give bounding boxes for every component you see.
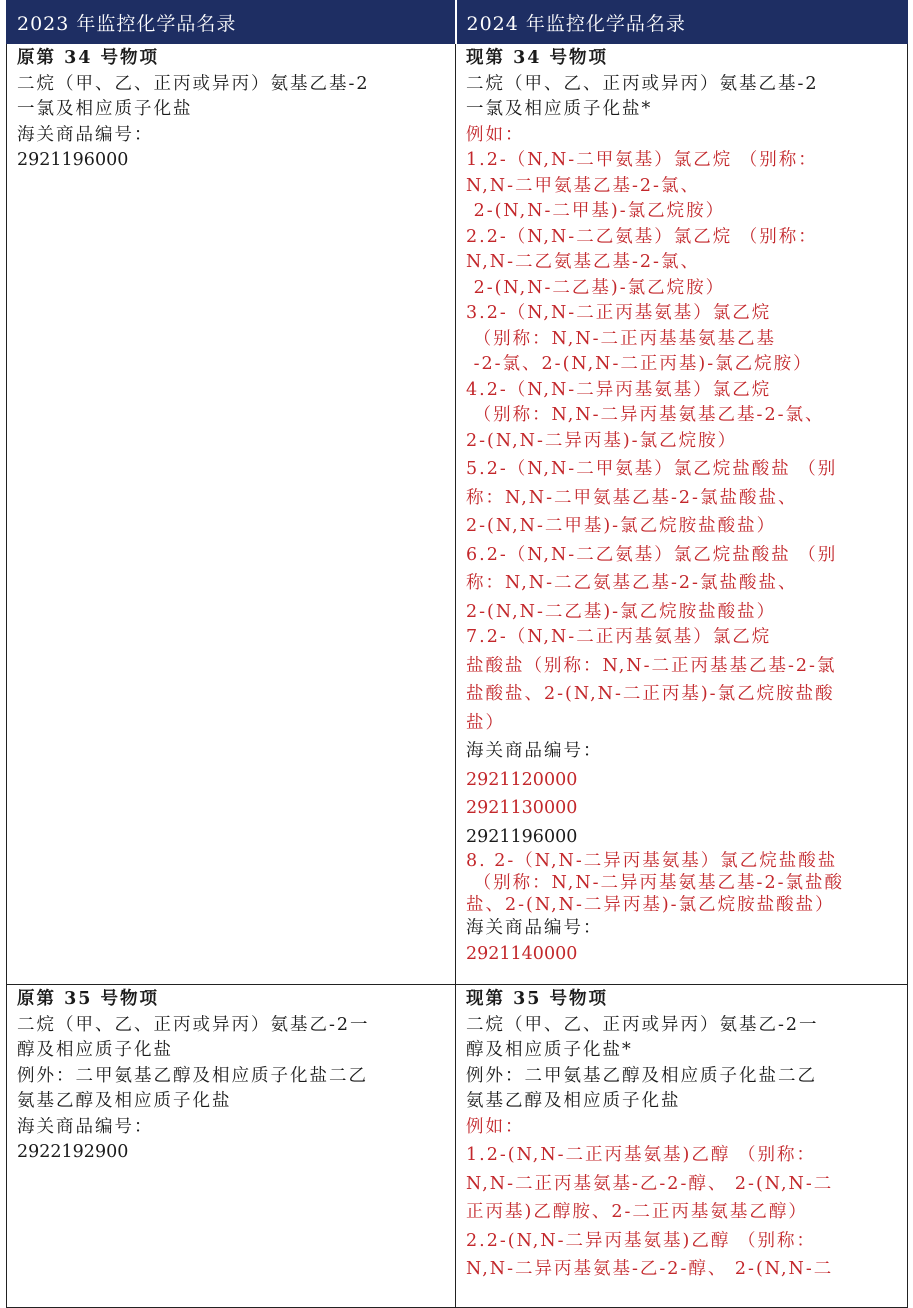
example-8-line: （别称：N,N-二异丙基氨基乙基-2-氯盐酸	[466, 873, 845, 893]
hs-code: 2921196000	[17, 150, 129, 170]
example-8-line: 8. 2-（N,N-二异丙基氨基）氯乙烷盐酸盐	[466, 851, 838, 871]
hs-code: 2921130000	[466, 798, 578, 818]
hs-code: 2921120000	[466, 769, 578, 790]
name-line: 醇及相应质子化盐	[17, 1040, 173, 1060]
example-1-line: 2-(N,N-二甲基)-氯乙烷胺）	[466, 201, 726, 221]
hs-code-label: 海关商品编号：	[17, 1116, 154, 1137]
example-2-line: 2.2-(N,N-二异丙基氨基)乙醇 （别称：	[466, 1230, 816, 1251]
example-5-line: 5.2-（N,N-二甲氨基）氯乙烷盐酸盐 （别	[466, 459, 838, 479]
cell-2023-item-35	[7, 985, 456, 1308]
name-line: 二烷（甲、乙、正丙或异丙）氨基乙-2一	[17, 1014, 370, 1035]
example-3-line: -2-氯、2-(N,N-二正丙基)-氯乙烷胺）	[466, 354, 813, 374]
name-line: 二烷（甲、乙、正丙或异丙）氨基乙基-2	[17, 73, 370, 94]
exception-line: 氨基乙醇及相应质子化盐	[466, 1091, 681, 1111]
example-6-line: 称：N,N-二乙氨基乙基-2-氯盐酸盐、	[466, 573, 798, 593]
example-7-line: 盐酸盐、2-(N,N-二正丙基)-氯乙烷胺盐酸	[466, 684, 835, 704]
example-label: 例如：	[466, 124, 525, 145]
cell-2024-item-34	[456, 44, 908, 985]
example-3-line: 3.2-（N,N-二正丙基氨基）氯乙烷	[466, 303, 772, 323]
example-6-line: 6.2-（N,N-二乙氨基）氯乙烷盐酸盐 （别	[466, 544, 838, 565]
name-line: 一氯及相应质子化盐*	[466, 99, 653, 119]
example-5-line: 称：N,N-二甲氨基乙基-2-氯盐酸盐、	[466, 487, 798, 508]
example-8-line: 盐、2-(N,N-二异丙基)-氯乙烷胺盐酸盐）	[466, 895, 835, 915]
example-4-line: 4.2-（N,N-二异丙基氨基）氯乙烷	[466, 379, 772, 400]
example-1-line: N,N-二甲氨基乙基-2-氯、	[466, 175, 700, 196]
example-label: 例如：	[466, 1116, 525, 1137]
item-title: 现第 34 号物项	[466, 48, 609, 68]
exception-line: 例外：二甲氨基乙醇及相应质子化盐二乙	[466, 1065, 817, 1086]
cell-2024-item-35	[456, 985, 908, 1308]
name-line: 一氯及相应质子化盐	[17, 99, 193, 119]
name-line: 醇及相应质子化盐*	[466, 1040, 633, 1060]
hs-code: 2922192900	[17, 1142, 129, 1162]
example-2-line: 2.2-（N,N-二乙氨基）氯乙烷 （别称：	[466, 226, 818, 247]
example-1-line: 1.2-(N,N-二正丙基氨基)乙醇 （别称：	[466, 1145, 816, 1165]
example-6-line: 2-(N,N-二乙基)-氯乙烷胺盐酸盐）	[466, 601, 777, 622]
example-3-line: （别称：N,N-二正丙基基氨基乙基	[466, 328, 777, 349]
hs-code: 2921140000	[466, 943, 578, 964]
name-line: 二烷（甲、乙、正丙或异丙）氨基乙基-2	[466, 73, 819, 94]
example-1-line: 正丙基)乙醇胺、2-二正丙基氨基乙醇）	[466, 1202, 808, 1222]
item-title: 现第 35 号物项	[466, 989, 609, 1009]
cell-2023-item-34	[7, 44, 456, 985]
hs-code-label: 海关商品编号：	[466, 741, 603, 761]
example-2-line: N,N-二异丙基氨基-乙-2-醇、 2-(N,N-二	[466, 1259, 834, 1279]
example-1-line: N,N-二正丙基氨基-乙-2-醇、 2-(N,N-二	[466, 1173, 834, 1194]
example-5-line: 2-(N,N-二甲基)-氯乙烷胺盐酸盐）	[466, 516, 777, 536]
row-item-34	[7, 44, 908, 985]
item-title: 原第 34 号物项	[17, 48, 160, 68]
example-4-line: （别称：N,N-二异丙基氨基乙基-2-氯、	[466, 405, 825, 425]
example-2-line: 2-(N,N-二乙基)-氯乙烷胺）	[466, 277, 726, 298]
name-line: 二烷（甲、乙、正丙或异丙）氨基乙-2一	[466, 1014, 819, 1035]
example-4-line: 2-(N,N-二异丙基)-氯乙烷胺）	[466, 430, 738, 451]
row-item-35	[7, 985, 908, 1308]
exception-line: 例外：二甲氨基乙醇及相应质子化盐二乙	[17, 1065, 368, 1086]
hs-code-label: 海关商品编号：	[466, 918, 603, 938]
hs-code: 2921196000	[466, 826, 578, 847]
header-2024: 2024 年监控化学品名录	[456, 1, 908, 44]
hs-code-label: 海关商品编号：	[17, 124, 154, 145]
example-7-line: 7.2-（N,N-二正丙基氨基）氯乙烷	[466, 627, 772, 647]
example-7-line: 盐）	[466, 712, 505, 733]
exception-line: 氨基乙醇及相应质子化盐	[17, 1091, 232, 1111]
example-1-line: 1.2-（N,N-二甲氨基）氯乙烷 （别称：	[466, 150, 818, 170]
header-2023: 2023 年监控化学品名录	[7, 1, 456, 44]
example-2-line: N,N-二乙氨基乙基-2-氯、	[466, 252, 700, 272]
header-row	[7, 1, 908, 44]
item-title: 原第 35 号物项	[17, 989, 160, 1009]
example-7-line: 盐酸盐（别称：N,N-二正丙基基乙基-2-氯	[466, 655, 837, 676]
comparison-table	[6, 0, 908, 1308]
